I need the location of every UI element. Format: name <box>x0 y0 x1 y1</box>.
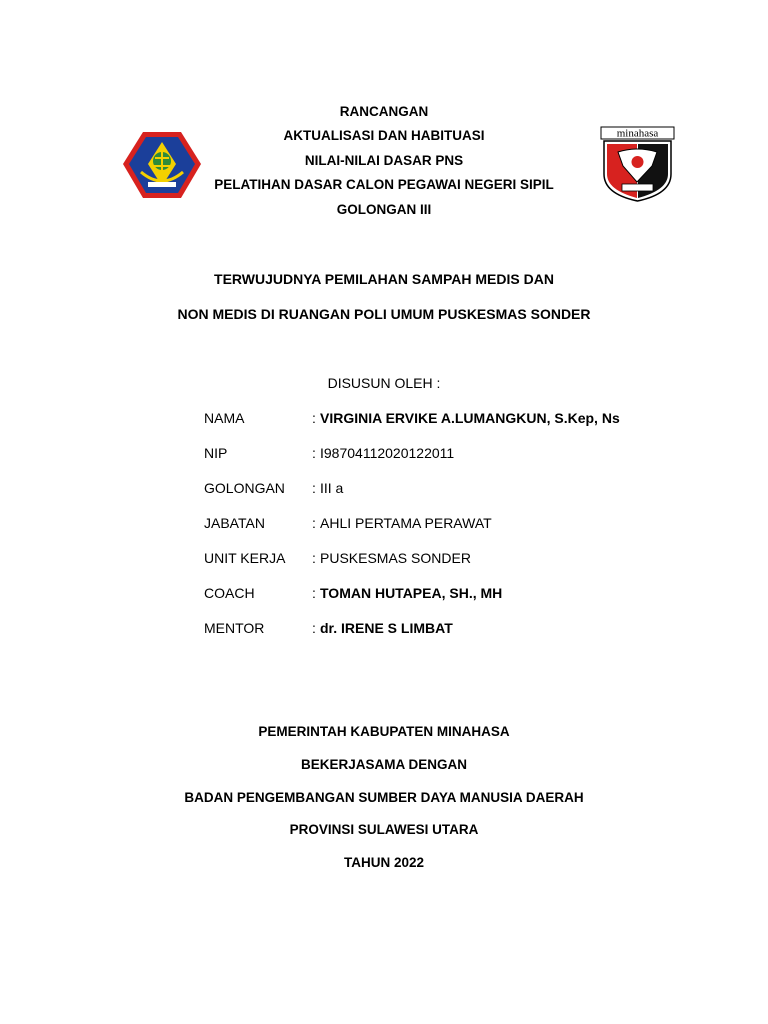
field-label: JABATAN <box>204 515 265 531</box>
title-line-1: TERWUJUDNYA PEMILAHAN SAMPAH MEDIS DAN <box>214 271 554 287</box>
field-value: TOMAN HUTAPEA, SH., MH <box>320 585 503 601</box>
field-value: AHLI PERTAMA PERAWAT <box>320 515 492 531</box>
field-label: GOLONGAN <box>204 480 285 496</box>
footer-line-4: PROVINSI SULAWESI UTARA <box>289 822 479 837</box>
field-colon: : <box>312 585 316 601</box>
field-coach <box>0 585 768 605</box>
field-label: COACH <box>204 585 255 601</box>
field-label: NAMA <box>204 410 245 426</box>
field-mentor <box>0 620 768 640</box>
header-line-4: PELATIHAN DASAR CALON PEGAWAI NEGERI SIPIL <box>214 177 554 192</box>
author-heading: DISUSUN OLEH : <box>327 375 441 391</box>
footer-line-3: BADAN PENGEMBANGAN SUMBER DAYA MANUSIA DAERAH <box>184 790 584 805</box>
field-label: UNIT KERJA <box>204 550 286 566</box>
field-nip <box>0 445 768 465</box>
field-colon: : <box>312 480 316 496</box>
field-unit-kerja <box>0 550 768 570</box>
field-value: VIRGINIA ERVIKE A.LUMANGKUN, S.Kep, Ns <box>320 410 620 426</box>
footer-line-2: BEKERJASAMA DENGAN <box>300 757 467 772</box>
footer-line-1: PEMERINTAH KABUPATEN MINAHASA <box>258 724 510 739</box>
field-value: III a <box>320 480 344 496</box>
field-colon: : <box>312 515 316 531</box>
field-colon: : <box>312 410 316 426</box>
field-value: dr. IRENE S LIMBAT <box>320 620 453 636</box>
header-line-3: NILAI-NILAI DASAR PNS <box>304 153 464 168</box>
footer-line-5: TAHUN 2022 <box>343 855 425 870</box>
minahasa-logo-text: minahasa <box>616 127 659 140</box>
field-nama <box>0 410 768 430</box>
header-line-1: RANCANGAN <box>339 104 429 119</box>
field-colon: : <box>312 550 316 566</box>
field-colon: : <box>312 620 316 636</box>
field-value: PUSKESMAS SONDER <box>320 550 471 566</box>
field-jabatan <box>0 515 768 535</box>
field-value: I98704112020122011 <box>320 445 455 461</box>
header-line-5: GOLONGAN III <box>336 202 432 217</box>
header-line-2: AKTUALISASI DAN HABITUASI <box>283 128 485 143</box>
field-label: NIP <box>204 445 228 461</box>
field-label: MENTOR <box>204 620 265 636</box>
field-colon: : <box>312 445 316 461</box>
title-line-2: NON MEDIS DI RUANGAN POLI UMUM PUSKESMAS SONDER <box>177 306 591 322</box>
field-golongan <box>0 480 768 500</box>
